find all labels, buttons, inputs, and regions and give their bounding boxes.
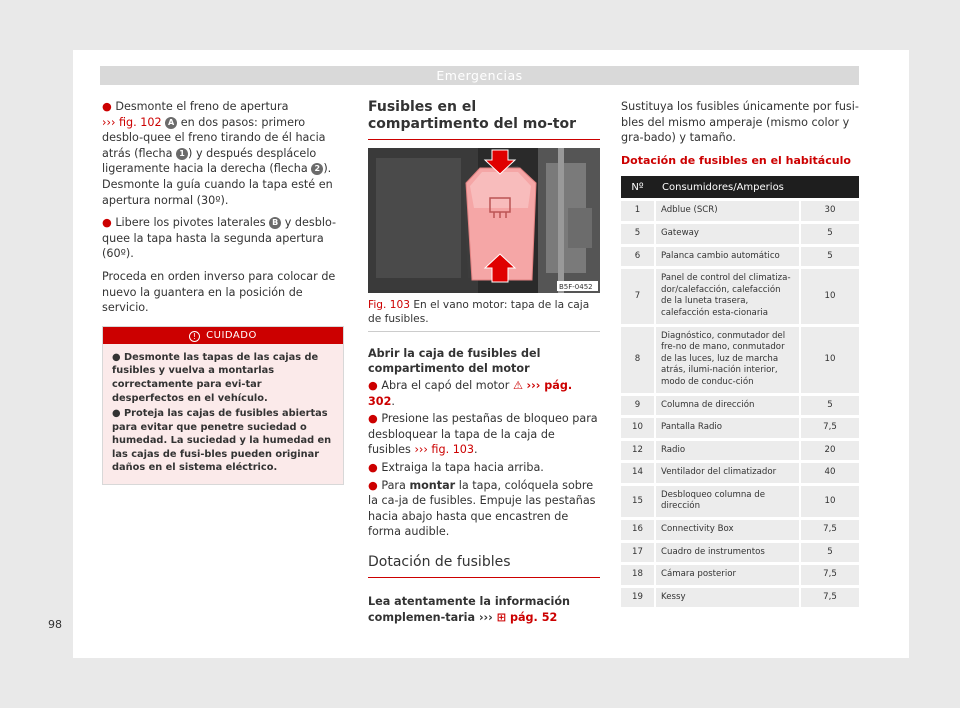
table-row: [621, 463, 859, 483]
cell-amperage: 7,5: [801, 588, 859, 608]
table-title: Dotación de fusibles en el habitáculo: [621, 153, 851, 167]
column-header-consumers: Consumidores/Amperios: [654, 176, 859, 198]
table-row: [621, 396, 859, 416]
cell-amperage: 10: [801, 327, 859, 393]
table-row: [621, 201, 859, 221]
text: ) y después desplácelo ligeramente hacia la derecha (flecha: [102, 146, 317, 176]
bullet-icon: ●: [368, 478, 378, 492]
column-right: [621, 99, 859, 610]
cell-number: 10: [621, 418, 654, 438]
fig-103-link[interactable]: ››› fig. 103: [414, 443, 475, 457]
table-row: [621, 486, 859, 517]
cell-amperage: 30: [801, 201, 859, 221]
section-title-fuse-allocation: Dotación de fusibles: [368, 554, 600, 578]
figure-caption-text: En el vano motor: tapa de la caja de fusibles.: [368, 299, 590, 325]
text: y desblo-quee la tapa hasta la segunda apertura (60º).: [102, 216, 337, 261]
cell-number: 18: [621, 565, 654, 585]
table-row: [621, 418, 859, 438]
cell-consumer: Gateway: [654, 224, 801, 244]
fig-102-link[interactable]: ››› fig. 102: [102, 115, 162, 129]
cell-consumer: Diagnóstico, conmutador del fre-no de mano, conmutador de las luces, luz de marcha atrás, ilumi-nación interior, modo de conduc-ción: [654, 327, 801, 393]
cell-consumer: Pantalla Radio: [654, 418, 801, 438]
column-middle: [368, 99, 600, 632]
paragraph-replace-fuses: Sustituya los fusibles únicamente por fusi-bles del mismo amperaje (mismo color y gra-bado) y tamaño.: [621, 100, 859, 145]
text: Lea atentamente la información complemen-taria ›››: [368, 594, 571, 624]
paragraph-reassemble: Proceda en orden inverso para colocar de nuevo la guantera en la posición de servicio.: [102, 269, 336, 315]
cell-consumer: Connectivity Box: [654, 520, 801, 540]
table-header-row: [621, 176, 859, 198]
cell-consumer: Desbloqueo columna de dirección: [654, 486, 801, 517]
read-note: [368, 594, 600, 625]
bullet-icon: ●: [368, 412, 378, 426]
text: Desmonte el freno de apertura: [115, 100, 289, 113]
cell-consumer: Cuadro de instrumentos: [654, 543, 801, 563]
cell-amperage: 5: [801, 247, 859, 267]
fuse-table-body: [621, 201, 859, 607]
text: Proteja las cajas de fusibles abiertas para evitar que penetre suciedad o humedad. La suciedad y la humedad en las cajas de fusi-bles pueden originar daños en el sistema eléctrico.: [112, 408, 332, 474]
cell-consumer: Adblue (SCR): [654, 201, 801, 221]
text: Libere los pivotes laterales: [115, 216, 270, 230]
cell-number: 8: [621, 327, 654, 393]
bullet-icon: ●: [112, 408, 121, 420]
callout-b: B: [269, 217, 281, 229]
figure-103-engine-fuse-box: [368, 148, 600, 293]
bullet-icon: ●: [112, 351, 121, 363]
info-icon: !: [189, 331, 200, 342]
callout-a: A: [165, 117, 177, 129]
table-row: [621, 269, 859, 323]
cell-amperage: 7,5: [801, 520, 859, 540]
caution-item: [112, 351, 335, 405]
cell-consumer: Radio: [654, 441, 801, 461]
cell-amperage: 5: [801, 224, 859, 244]
cell-amperage: 5: [801, 396, 859, 416]
step-open-hood: ● Abra el capó del motor ⚠ ››› pág. 302.: [368, 379, 573, 408]
caution-header: [103, 327, 343, 344]
cell-consumer: Palanca cambio automático: [654, 247, 801, 267]
table-row: [621, 565, 859, 585]
text: la tapa, colóquela sobre la ca-ja de fusibles. Empuje las pestañas hacia abajo hasta que encastren de forma audible.: [368, 478, 596, 539]
text: Para: [381, 478, 410, 492]
warning-triangle-icon: ⚠: [512, 379, 523, 392]
page-302-link[interactable]: ››› pág. 302: [368, 379, 573, 408]
cell-number: 9: [621, 396, 654, 416]
callout-1: 1: [176, 148, 188, 160]
engine-bay-illustration: [368, 148, 600, 293]
cell-amperage: 10: [801, 269, 859, 323]
cell-number: 5: [621, 224, 654, 244]
figure-label: Fig. 103: [368, 299, 410, 311]
text: Extraiga la tapa hacia arriba.: [381, 460, 544, 474]
cell-consumer: Columna de dirección: [654, 396, 801, 416]
cell-amperage: 5: [801, 543, 859, 563]
text: en dos pasos: primero desblo-quee el freno tirando de él hacia atrás (flecha: [102, 115, 326, 160]
text: Desmonte las tapas de las cajas de fusibles y vuelva a montarlas correctamente para evi-tar desperfectos en el vehículo.: [112, 351, 319, 404]
bullet-icon: ●: [102, 216, 112, 230]
column-left: [102, 99, 344, 485]
page-header: Emergencias: [100, 66, 859, 85]
caution-item: [112, 407, 335, 475]
table-row: [621, 588, 859, 608]
bullet-icon: ●: [102, 100, 112, 113]
cell-number: 19: [621, 588, 654, 608]
table-row: [621, 247, 859, 267]
cell-number: 6: [621, 247, 654, 267]
text: Abra el capó del motor: [381, 379, 513, 392]
bullet-release-brake: [102, 99, 344, 208]
cell-amperage: 10: [801, 486, 859, 517]
table-row: [621, 327, 859, 393]
caution-title: CUIDADO: [206, 329, 257, 341]
bullet-icon: ●: [368, 460, 378, 474]
sub-heading-open-fuse-box: Abrir la caja de fusibles del compartimento del motor: [368, 347, 541, 375]
callout-2: 2: [311, 163, 323, 175]
cell-number: 16: [621, 520, 654, 540]
table-row: [621, 224, 859, 244]
step-remove-cover: [368, 460, 600, 476]
text: ). Desmonte la guía cuando la tapa esté en apertura normal (30º).: [102, 162, 333, 207]
bullet-icon: ●: [368, 379, 378, 392]
caution-box: [102, 326, 344, 485]
cell-amperage: 7,5: [801, 565, 859, 585]
cell-number: 17: [621, 543, 654, 563]
page-number: 98: [48, 618, 62, 631]
table-row: [621, 520, 859, 540]
cell-amperage: 40: [801, 463, 859, 483]
column-header-number: Nº: [621, 176, 654, 198]
table-row: [621, 441, 859, 461]
cell-consumer: Panel de control del climatiza-dor/calefacción, calefacción de la luneta trasera, calefacción esta-cionaria: [654, 269, 801, 323]
cell-number: 1: [621, 201, 654, 221]
step-press-tabs: ● Presione las pestañas de bloqueo para desbloquear la tapa de la caja de fusibles ››› fig. 103.: [368, 412, 598, 457]
cell-number: 12: [621, 441, 654, 461]
page-52-link[interactable]: pág. 52: [509, 610, 558, 624]
step-mount-cover: [368, 478, 600, 540]
figure-caption: [368, 293, 600, 332]
bullet-release-pivots: [102, 215, 344, 262]
book-icon: ⊞: [496, 610, 507, 624]
cell-consumer: Cámara posterior: [654, 565, 801, 585]
cell-amperage: 7,5: [801, 418, 859, 438]
table-row: [621, 543, 859, 563]
fuse-table: [621, 173, 859, 610]
text-bold: montar: [409, 478, 456, 492]
cell-consumer: Kessy: [654, 588, 801, 608]
cell-consumer: Ventilador del climatizador: [654, 463, 801, 483]
cell-amperage: 20: [801, 441, 859, 461]
cell-number: 15: [621, 486, 654, 517]
cell-number: 14: [621, 463, 654, 483]
section-title-engine-fuses: Fusibles en el compartimento del mo-tor: [368, 99, 600, 140]
caution-body: [103, 344, 343, 484]
text: Presione las pestañas de bloqueo para desbloquear la tapa de la caja de fusibles: [368, 412, 598, 457]
cell-number: 7: [621, 269, 654, 323]
figure-code: B5F-0452: [559, 283, 593, 291]
